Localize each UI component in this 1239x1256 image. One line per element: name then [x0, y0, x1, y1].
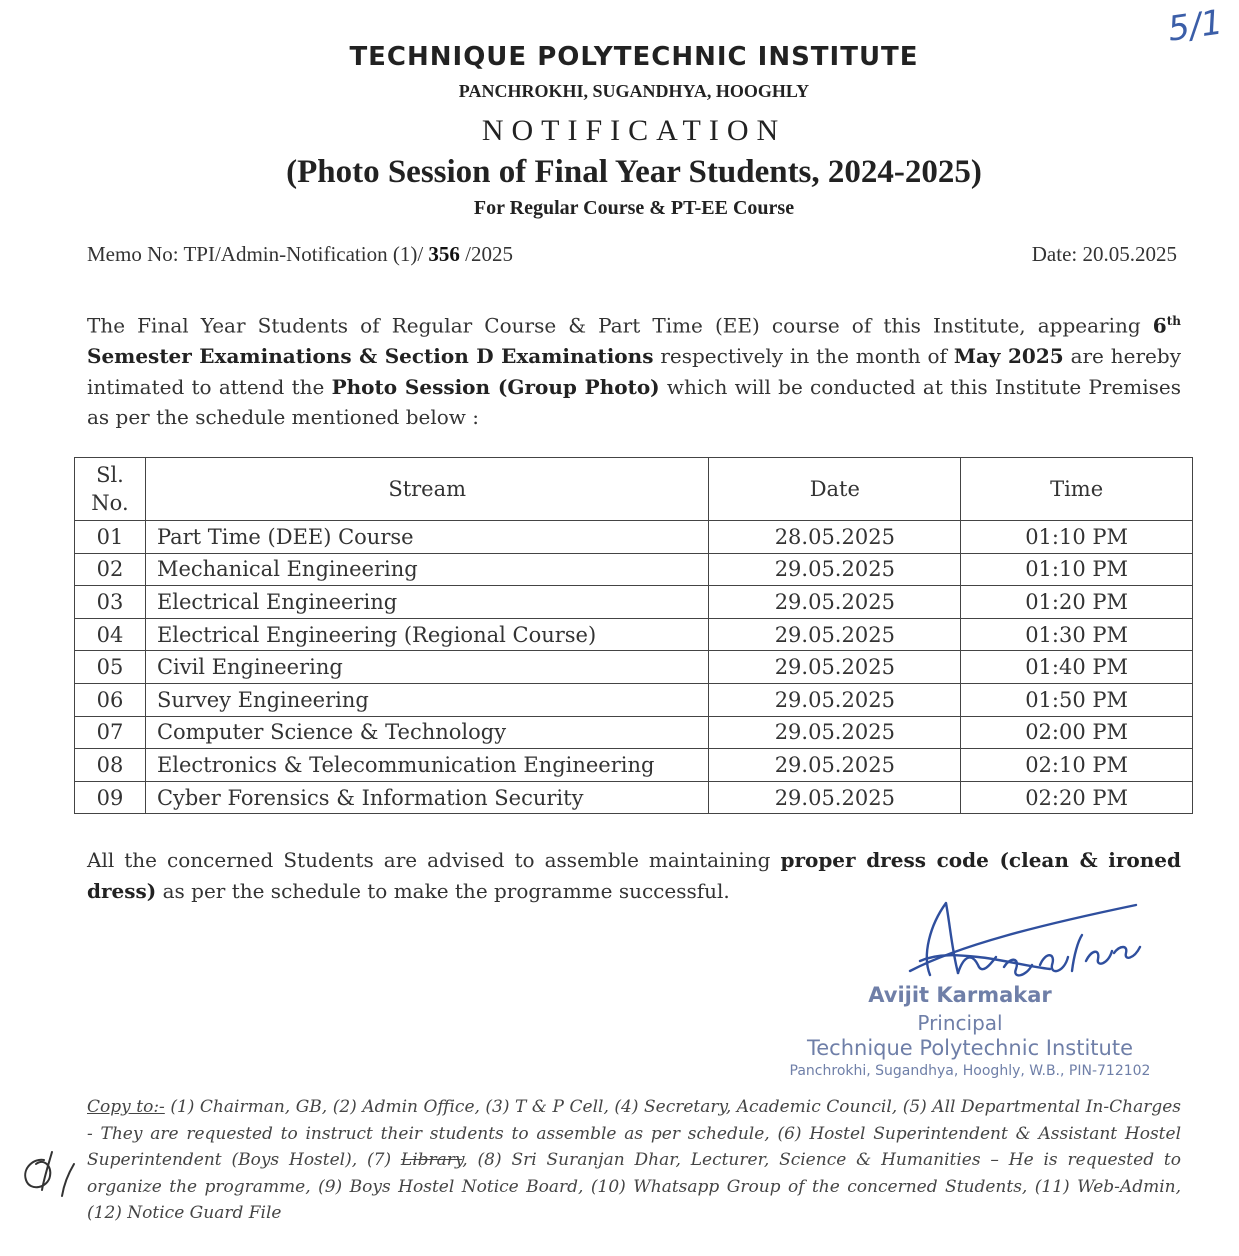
signatory-address: Panchrokhi, Sugandhya, Hooghly, W.B., PIN-712102: [789, 1063, 1151, 1079]
memo-number: 356: [428, 242, 460, 266]
cell-time: 01:40 PM: [961, 651, 1193, 684]
cell-date: 29.05.2025: [709, 651, 961, 684]
cell-sl: 04: [75, 618, 146, 651]
intro-bold-exams: Semester Examinations & Section D Examinations: [87, 344, 654, 369]
notification-subtitle: For Regular Course & PT-EE Course: [473, 197, 795, 219]
cell-sl: 07: [75, 716, 146, 749]
intro-text-3: are hereby intimated to attend the: [87, 344, 1181, 399]
memo-row: [87, 242, 1177, 267]
cell-time: 02:10 PM: [961, 749, 1193, 782]
memo-prefix: Memo No: TPI/Admin-Notification (1)/: [87, 242, 429, 266]
intro-bold-month: May 2025: [953, 344, 1064, 369]
table-row: [75, 521, 1193, 554]
cell-stream: Part Time (DEE) Course: [145, 521, 708, 554]
table-row: [75, 683, 1193, 716]
handwritten-signature: [900, 895, 1160, 990]
intro-text-2: respectively in the month of: [653, 344, 954, 369]
header-time: Time: [961, 458, 1193, 521]
table-row: [75, 651, 1193, 684]
cell-time: 01:30 PM: [961, 618, 1193, 651]
signatory-role: Principal: [917, 1011, 1003, 1035]
copy-to-text-1: (1) Chairman, GB, (2) Admin Office, (3) T & P Cell, (4) Secretary, Academic Council, (5) All Departmental In-Charges - They are requested to instruct their students to assemble as per schedule, (6) Hostel Superintendent & Assistant Hostel Superintendent (Boys Hostel), (7): [87, 1097, 1182, 1170]
cell-date: 29.05.2025: [709, 553, 961, 586]
cell-stream: Cyber Forensics & Information Security: [145, 781, 708, 814]
cell-time: 01:10 PM: [961, 521, 1193, 554]
copy-to-label: Copy to:-: [87, 1097, 165, 1117]
cell-date: 28.05.2025: [709, 521, 961, 554]
cell-stream: Mechanical Engineering: [145, 553, 708, 586]
intro-text-4: which will be conducted at this Institute Premises as per the schedule mentioned below :: [87, 374, 1182, 430]
cell-date: 29.05.2025: [709, 586, 961, 619]
intro-paragraph: [87, 306, 1181, 433]
cell-sl: 02: [75, 553, 146, 586]
cell-stream: Civil Engineering: [145, 651, 708, 684]
cell-time: 02:00 PM: [961, 716, 1193, 749]
page-number: 5/1: [1165, 2, 1226, 50]
advice-bold-dress-code: proper dress code (clean & ironed dress): [87, 848, 1181, 903]
table-row: [75, 781, 1193, 814]
signatory-name: Avijit Karmakar: [868, 983, 1052, 1007]
notification-title: (Photo Session of Final Year Students, 2024-2025): [286, 154, 982, 190]
cell-date: 29.05.2025: [709, 781, 961, 814]
cell-time: 01:10 PM: [961, 553, 1193, 586]
cell-sl: 09: [75, 781, 146, 814]
memo-suffix: /2025: [459, 242, 513, 266]
cell-time: 02:20 PM: [961, 781, 1193, 814]
table-row: [75, 618, 1193, 651]
header-stream: Stream: [145, 458, 708, 521]
cell-sl: 01: [75, 521, 146, 554]
cell-date: 29.05.2025: [709, 749, 961, 782]
advice-text-1: All the concerned Students are advised to assemble maintaining: [87, 848, 781, 872]
cell-sl: 06: [75, 683, 146, 716]
cell-stream: Computer Science & Technology: [145, 716, 708, 749]
table-row: [75, 586, 1193, 619]
cell-stream: Electrical Engineering (Regional Course): [145, 618, 708, 651]
cell-date: 29.05.2025: [709, 683, 961, 716]
intro-sup: th: [1166, 314, 1181, 328]
notification-heading: NOTIFICATION: [481, 114, 787, 147]
cell-stream: Electrical Engineering: [145, 586, 708, 619]
advice-text-2: as per the schedule to make the programme successful.: [156, 878, 730, 903]
table-row: [75, 716, 1193, 749]
margin-initials-mark: [14, 1148, 94, 1208]
cell-sl: 03: [75, 586, 146, 619]
table-header-row: [75, 458, 1193, 521]
memo-date: Date: 20.05.2025: [1031, 242, 1177, 266]
cell-time: 01:50 PM: [961, 683, 1193, 716]
institute-address: PANCHROKHI, SUGANDHYA, HOOGHLY: [458, 81, 810, 101]
cell-sl: 08: [75, 749, 146, 782]
cell-stream: Electronics & Telecommunication Engineering: [145, 749, 708, 782]
cell-date: 29.05.2025: [709, 618, 961, 651]
intro-bold-semester: 6: [1152, 313, 1167, 338]
table-row: [75, 553, 1193, 586]
cell-time: 01:20 PM: [961, 586, 1193, 619]
header-date: Date: [709, 458, 961, 521]
table-row: [75, 749, 1193, 782]
copy-to-text-2: , (8) Sri Suranjan Dhar, Lecturer, Science & Humanities – He is requested to organize the programme, (9) Boys Hostel Notice Board, (10) Whatsapp Group of the concerned Students, (11) Web-Admin, (12) Notice Guard File: [87, 1150, 1181, 1223]
header-sl: Sl. No.: [75, 458, 146, 521]
institute-name: TECHNIQUE POLYTECHNIC INSTITUTE: [349, 42, 919, 72]
intro-bold-session: Photo Session (Group Photo): [331, 374, 660, 399]
copy-to-list: [87, 1094, 1181, 1227]
intro-text-1: The Final Year Students of Regular Course & Part Time (EE) course of this Institute, appearing: [87, 313, 1153, 338]
schedule-table: [74, 457, 1193, 814]
cell-stream: Survey Engineering: [145, 683, 708, 716]
signatory-institute: Technique Polytechnic Institute: [806, 1036, 1134, 1060]
copy-to-struck-item: Library: [400, 1150, 463, 1170]
cell-sl: 05: [75, 651, 146, 684]
cell-date: 29.05.2025: [709, 716, 961, 749]
